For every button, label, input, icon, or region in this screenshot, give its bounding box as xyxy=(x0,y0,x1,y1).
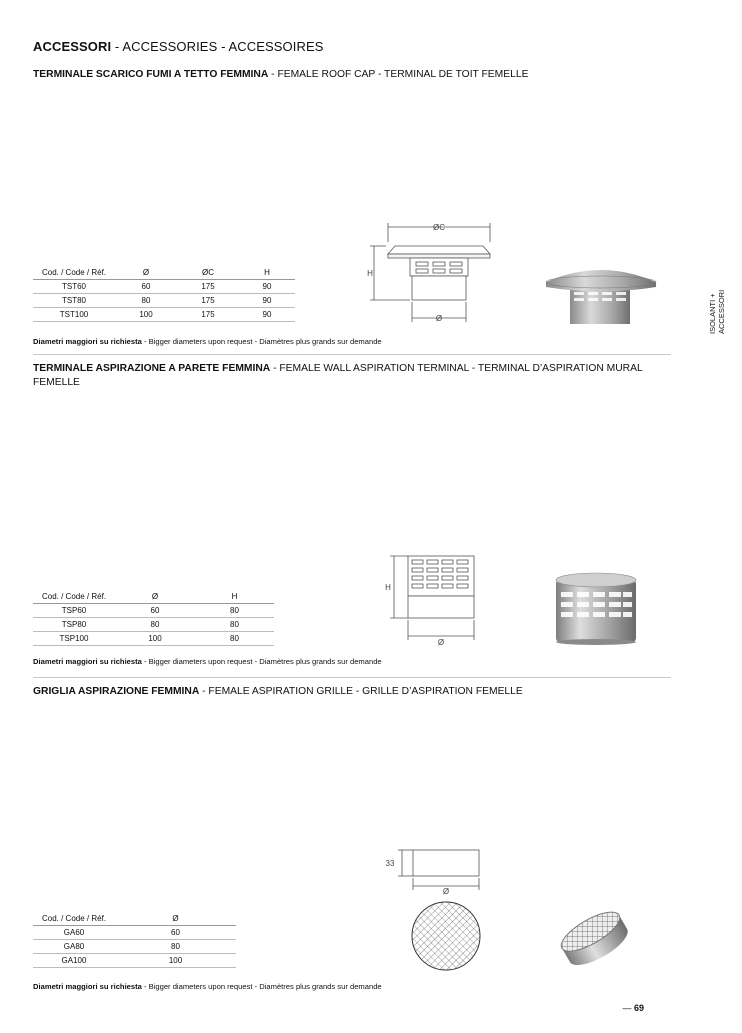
table-cell: TSP60 xyxy=(33,604,115,618)
note-grille xyxy=(33,982,382,991)
page-title xyxy=(33,39,324,54)
table-cell: 60 xyxy=(115,926,236,940)
section-title-wall-terminal xyxy=(33,362,673,390)
page-title-bold: ACCESSORI xyxy=(33,39,112,54)
grille-mesh-drawing xyxy=(410,900,482,972)
section-divider xyxy=(33,354,671,355)
table-header-cell: Cod. / Code / Réf. xyxy=(33,912,115,926)
table-row xyxy=(33,618,274,632)
section-divider xyxy=(33,677,671,678)
table-cell: GA100 xyxy=(33,954,115,968)
table-cell: TST80 xyxy=(33,294,115,308)
section-title-grille xyxy=(33,685,673,699)
table-cell: TSP100 xyxy=(33,632,115,646)
table-cell: TSP80 xyxy=(33,618,115,632)
dim-label-h: H xyxy=(367,269,373,278)
section-title-roof-cap xyxy=(33,68,673,82)
page-number: — 69 xyxy=(622,1003,644,1013)
table-row xyxy=(33,308,295,322)
table-row xyxy=(33,294,295,308)
note-rest: - Bigger diameters upon request - Diamètres plus grands sur demande xyxy=(141,982,382,991)
grille-product-photo xyxy=(552,895,634,977)
table-header-cell: Ø xyxy=(115,266,177,280)
table-cell: TST60 xyxy=(33,280,115,294)
grille-technical-drawing xyxy=(380,846,490,898)
dim-label-h: 33 xyxy=(385,859,395,868)
section-title-bold: TERMINALE SCARICO FUMI A TETTO FEMMINA xyxy=(33,69,269,80)
table-row xyxy=(33,926,236,940)
page-title-rest: - ACCESSORIES - ACCESSOIRES xyxy=(111,39,324,54)
table-cell: 80 xyxy=(115,940,236,954)
table-cell: 60 xyxy=(115,604,195,618)
table-cell: 80 xyxy=(115,618,195,632)
table-header-row xyxy=(33,590,274,604)
table-cell: 100 xyxy=(115,632,195,646)
table-header-cell: ØC xyxy=(177,266,239,280)
table-header-cell: Cod. / Code / Réf. xyxy=(33,590,115,604)
note-bold: Diametri maggiori su richiesta xyxy=(33,657,142,666)
table-cell: 175 xyxy=(177,280,239,294)
note-rest: - Bigger diameters upon request - Diamètres plus grands sur demande xyxy=(141,657,382,666)
table-header-cell: Cod. / Code / Réf. xyxy=(33,266,115,280)
table-cell: 100 xyxy=(115,954,236,968)
dim-label-oc: ØC xyxy=(433,223,445,232)
spec-table-grille xyxy=(33,912,236,968)
note-roof-cap xyxy=(33,337,382,346)
note-rest: - Bigger diameters upon request - Diamètres plus grands sur demande xyxy=(141,337,382,346)
section-title-rest: - FEMALE ASPIRATION GRILLE - GRILLE D’ASPIRATION FEMELLE xyxy=(199,686,523,697)
dim-label-o: Ø xyxy=(442,887,450,896)
table-header-row xyxy=(33,266,295,280)
wall-terminal-technical-drawing xyxy=(380,552,480,648)
table-header-cell: Ø xyxy=(115,590,195,604)
table-row xyxy=(33,632,274,646)
table-cell: 90 xyxy=(239,294,295,308)
table-cell: 175 xyxy=(177,308,239,322)
table-cell: 90 xyxy=(239,308,295,322)
dim-label-o: Ø xyxy=(437,638,445,647)
table-cell: 90 xyxy=(239,280,295,294)
table-cell: 80 xyxy=(195,604,274,618)
table-header-cell: Ø xyxy=(115,912,236,926)
spec-table-roof-cap xyxy=(33,266,295,322)
roof-cap-product-photo xyxy=(540,258,662,326)
table-header-cell: H xyxy=(239,266,295,280)
spec-table-wall-terminal xyxy=(33,590,274,646)
roof-cap-technical-drawing xyxy=(362,218,502,330)
dim-label-h: H xyxy=(385,583,391,592)
table-cell: TST100 xyxy=(33,308,115,322)
table-cell: 80 xyxy=(115,294,177,308)
side-tab xyxy=(708,272,734,334)
table-cell: GA60 xyxy=(33,926,115,940)
side-tab-label xyxy=(708,272,726,334)
table-cell: 80 xyxy=(195,618,274,632)
wall-terminal-product-photo xyxy=(548,570,644,646)
table-cell: 100 xyxy=(115,308,177,322)
dim-label-o: Ø xyxy=(435,314,443,323)
section-title-bold: GRIGLIA ASPIRAZIONE FEMMINA xyxy=(33,686,200,697)
table-row xyxy=(33,604,274,618)
section-title-bold: TERMINALE ASPIRAZIONE A PARETE FEMMINA xyxy=(33,363,271,374)
table-cell: 80 xyxy=(195,632,274,646)
table-row xyxy=(33,954,236,968)
table-cell: 175 xyxy=(177,294,239,308)
table-header-cell: H xyxy=(195,590,274,604)
side-tab-line2: ACCESSORI xyxy=(717,289,726,334)
note-bold: Diametri maggiori su richiesta xyxy=(33,982,142,991)
table-row xyxy=(33,280,295,294)
table-header-row xyxy=(33,912,236,926)
section-title-rest: - FEMALE WALL ASPIRATION TERMINAL - TERMINAL D’ASPIRATION MURAL FEMELLE xyxy=(33,363,643,388)
table-cell: GA80 xyxy=(33,940,115,954)
note-bold: Diametri maggiori su richiesta xyxy=(33,337,142,346)
table-cell: 60 xyxy=(115,280,177,294)
section-title-rest: - FEMALE ROOF CAP - TERMINAL DE TOIT FEMELLE xyxy=(268,69,529,80)
table-row xyxy=(33,940,236,954)
note-wall-terminal xyxy=(33,657,382,666)
side-tab-line1: ISOLANTI + xyxy=(708,293,717,334)
